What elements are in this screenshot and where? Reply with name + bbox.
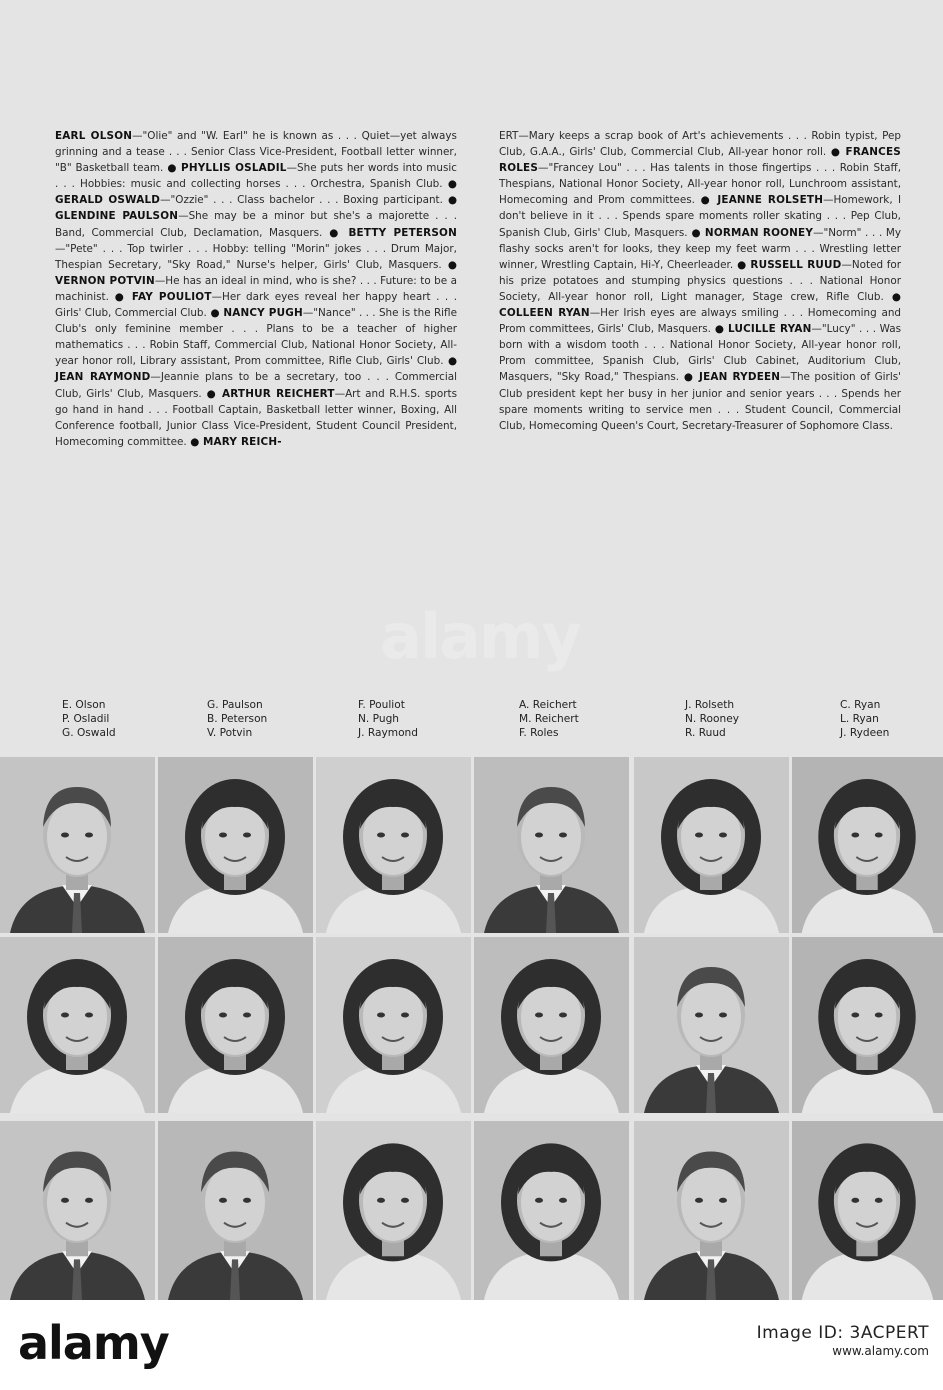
caption-name: R. Ruud — [685, 727, 726, 739]
student-portrait — [634, 757, 789, 933]
student-portrait — [0, 757, 155, 933]
student-portrait — [316, 937, 471, 1113]
bullet-separator: ● — [826, 146, 846, 159]
student-name: JEAN RAYMOND — [55, 371, 151, 384]
student-bio: —"Norm" . . . My flashy socks aren't for looks, they keep my feet warm . . . Wrestling letter winner, Wrestling Captain, Hi-Y, Cheerleader. — [499, 226, 902, 271]
student-bio: —"Ozzie" . . . Class bachelor . . . Boxing participant. — [160, 194, 443, 207]
student-portrait — [792, 757, 943, 933]
student-portrait — [474, 757, 629, 933]
student-name: LUCILLE RYAN — [728, 323, 812, 336]
student-portrait — [792, 937, 943, 1113]
student-name: PHYLLIS OSLADIL — [181, 162, 287, 175]
bullet-separator: ● — [442, 178, 457, 191]
student-portrait — [792, 1121, 943, 1300]
image-id: Image ID: 3ACPERT — [756, 1323, 929, 1343]
student-name: FAY POULIOT — [131, 290, 212, 303]
caption-name: N. Pugh — [358, 713, 400, 725]
caption-name: F. Pouliot — [358, 699, 405, 711]
bullet-separator: ● — [441, 258, 457, 271]
watermark: alamy — [380, 600, 580, 673]
bullet-separator: ● — [201, 387, 222, 400]
student-name: FRANCES ROLES — [499, 146, 901, 175]
bullet-separator: ● — [733, 258, 751, 271]
student-name: GLENDINE PAULSON — [55, 210, 179, 223]
bullet-separator: ● — [687, 226, 705, 239]
biography-column-right — [499, 128, 901, 434]
student-bio: —"Lucy" . . . Was born with a wisdom tooth . . . National Honor Society, All-year honor roll, Prom committee, Spanish Club, Girls' Club Cabinet, Auditorium Club, Masquers, "Sky Road," Thespians. — [499, 323, 901, 384]
caption-name: F. Roles — [519, 727, 559, 739]
caption-name: J. Rolseth — [685, 699, 735, 711]
student-bio: —Noted for his prize potatoes and stumping physics questions . . . National Honor Society, All-year honor roll, Light manager, Stage crew, Rifle Club. — [499, 258, 902, 303]
caption-name: M. Reichert — [519, 713, 579, 725]
caption-name: G. Paulson — [207, 699, 263, 711]
bullet-separator: ● — [443, 355, 458, 368]
student-portrait — [0, 937, 155, 1113]
student-bio: —Her dark eyes reveal her happy heart . . . Girls' Club, Commercial Club. — [55, 290, 457, 320]
bullet-separator: ● — [883, 290, 901, 303]
student-bio: —She puts her words into music . . . Hobbies: music and collecting horses . . . Orchestra, Spanish Club. — [55, 162, 457, 191]
caption-group-2 — [207, 698, 327, 740]
student-bio: —"Francey Lou" . . . Has talents in those fingertips . . . Robin Staff, Thespians, National Honor Society, All-year honor roll, Lunchroom assistant, Homecoming and Prom committees. — [499, 162, 901, 207]
caption-name: B. Peterson — [207, 713, 268, 725]
caption-name: E. Olson — [62, 699, 106, 711]
student-name: VERNON POTVIN — [55, 274, 155, 287]
student-bio: —Homework, I don't believe in it . . . Spends spare moments roller skating . . . Pep Club, Spanish Club, Girls' Club, Masquers. — [499, 194, 902, 239]
student-name: BETTY PETERSON — [348, 226, 457, 239]
student-name: EARL OLSON — [55, 130, 133, 142]
caption-group-3 — [358, 698, 478, 740]
bullet-separator: ● — [710, 323, 728, 336]
bullet-separator: ● — [442, 194, 458, 207]
student-bio: ERT—Mary keeps a scrap book of Art's achievements . . . Robin typist, Pep Club, G.A.A., Girls' Club, Commercial Club, All-year honor roll. — [499, 130, 901, 159]
caption-name: L. Ryan — [840, 713, 879, 725]
bullet-separator: ● — [206, 307, 224, 320]
photo-caption-row — [0, 698, 943, 748]
student-name: JEAN RYDEEN — [699, 371, 781, 384]
student-bio: —Art and R.H.S. sports go hand in hand . . . Football Captain, Basketball letter winner, Boxing, All Conference football, Junior Class Vice-President, Student Council President, Homecoming committee. — [55, 387, 457, 448]
bullet-separator: ● — [322, 226, 349, 239]
caption-group-4 — [519, 698, 639, 740]
caption-name: N. Rooney — [685, 713, 740, 725]
student-portrait — [634, 1121, 789, 1300]
caption-group-1 — [62, 698, 182, 740]
caption-name: G. Oswald — [62, 727, 116, 739]
student-name: GERALD OSWALD — [55, 194, 161, 207]
student-portrait — [474, 1121, 629, 1300]
bullet-separator: ● — [679, 371, 699, 384]
student-bio: —The position of Girls' Club president kept her busy in her junior and senior years . . . Spends her spare moments writing to service men . . . Student Council, Commercial Club, Homecoming Queen's Court, Secretary-Treasurer of Sophomore Class. — [499, 371, 901, 432]
biography-column-left — [55, 128, 457, 450]
student-name: NORMAN ROONEY — [704, 226, 814, 239]
student-portrait — [316, 1121, 471, 1300]
student-bio: —Her Irish eyes are always smiling . . . Homecoming and Prom committees, Girls' Club, Masquers. — [499, 307, 901, 336]
caption-name: V. Potvin — [207, 727, 253, 739]
caption-name: A. Reichert — [519, 699, 577, 711]
bullet-separator: ● — [694, 194, 718, 207]
student-bio: —"Pete" . . . Top twirler . . . Hobby: telling "Morin" jokes . . . Drum Major, Thespian Secretary, "Sky Road," Nurse's helper, Girls' Club, Masquers. — [55, 242, 457, 271]
student-bio: —Jeannie plans to be a secretary, too . . . Commercial Club, Girls' Club, Masquers. — [55, 371, 457, 400]
student-portrait — [474, 937, 629, 1113]
student-name: NANCY PUGH — [223, 307, 303, 320]
student-name: MARY REICH- — [203, 435, 282, 448]
student-bio: —She may be a minor but she's a majorette . . . Band, Commercial Club, Declamation, Masquers. — [55, 210, 458, 239]
student-name: JEANNE ROLSETH — [717, 194, 824, 207]
caption-name: J. Rydeen — [840, 727, 890, 739]
portrait-grid — [0, 757, 943, 1300]
student-portrait — [316, 757, 471, 933]
bullet-separator: ● — [108, 290, 132, 303]
alamy-logo: alamy — [18, 1316, 169, 1370]
caption-name: C. Ryan — [840, 699, 881, 711]
student-portrait — [158, 1121, 313, 1300]
student-bio: —"Olie" and "W. Earl" he is known as . . . Quiet—yet always grinning and a tease . . . Senior Class Vice-President, Football letter winner, "B" Basketball team. — [55, 130, 457, 175]
student-portrait — [0, 1121, 155, 1300]
student-portrait — [158, 937, 313, 1113]
student-name: RUSSELL RUUD — [750, 258, 842, 271]
site-url: www.alamy.com — [832, 1344, 929, 1358]
caption-group-5 — [685, 698, 805, 740]
student-name: ARTHUR REICHERT — [221, 387, 335, 400]
student-bio: —"Nance" . . . She is the Rifle Club's only feminine member . . . Plans to be a teacher of higher mathematics . . . Robin Staff, Commercial Club, National Honor Society, All-year honor roll, Library assistant, Prom committee, Rifle Club, Girls' Club. — [55, 307, 457, 368]
bullet-separator: ● — [163, 162, 181, 175]
caption-name: P. Osladil — [62, 713, 110, 725]
student-portrait — [158, 757, 313, 933]
student-bio: —He has an ideal in mind, who is she? . . . Future: to be a machinist. — [55, 274, 457, 303]
caption-name: J. Raymond — [358, 727, 418, 739]
student-name: COLLEEN RYAN — [499, 307, 590, 320]
image-id-block — [757, 1324, 929, 1360]
student-portrait — [634, 937, 789, 1113]
bullet-separator: ● — [186, 435, 203, 448]
caption-group-6 — [840, 698, 943, 740]
